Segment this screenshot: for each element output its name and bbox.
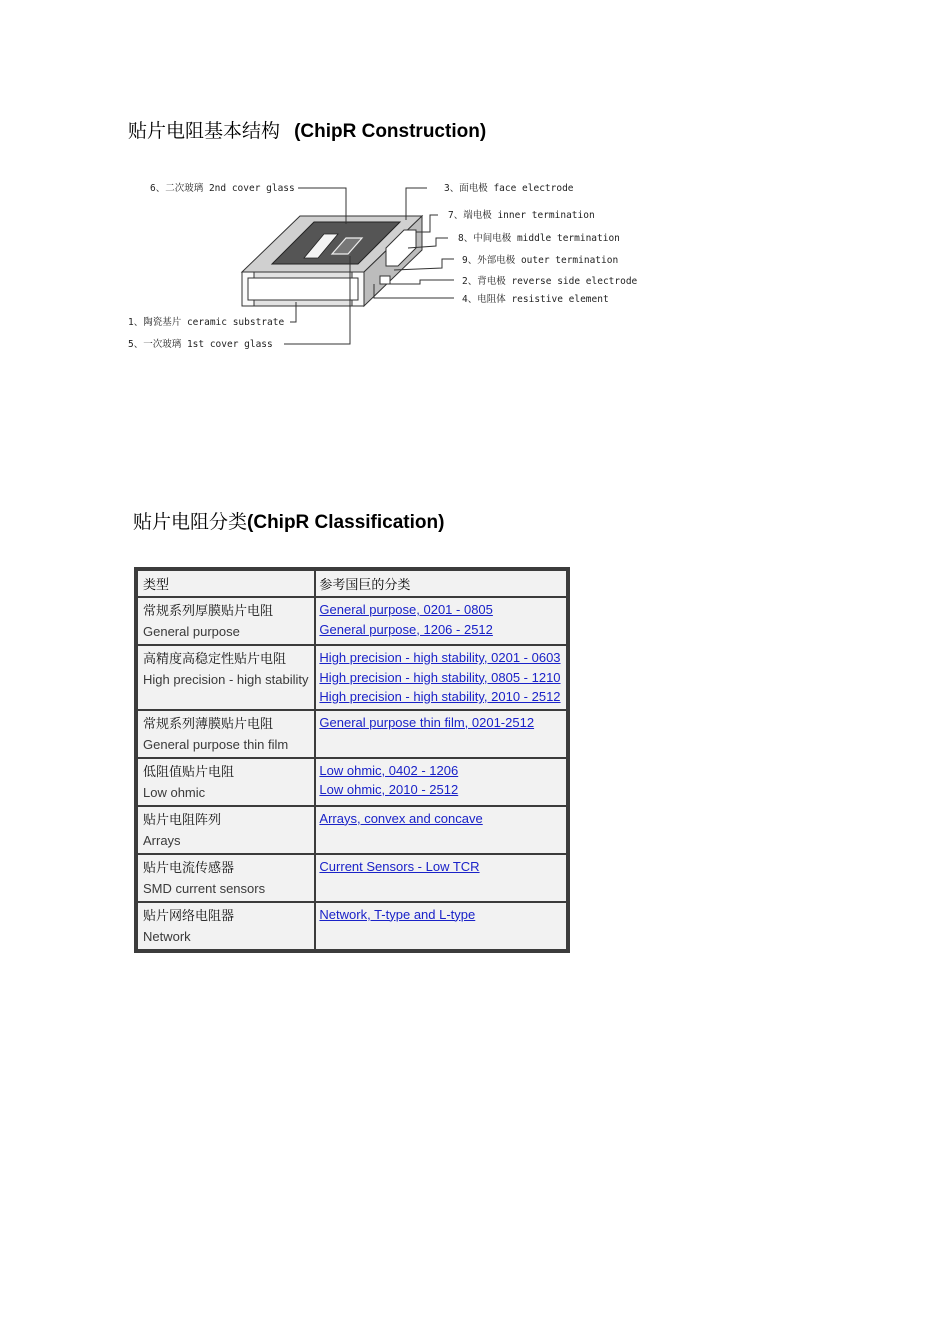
label-face-electrode: 3、面电极 face electrode	[444, 183, 574, 194]
table-row	[137, 710, 567, 758]
category-cell	[137, 597, 315, 645]
table-row	[137, 645, 567, 710]
category-cell	[137, 902, 315, 950]
reference-link[interactable]: High precision - high stability, 2010 - 2512	[319, 689, 561, 704]
classification-table	[136, 569, 568, 951]
category-name-cn: 贴片电阻阵列	[143, 811, 222, 827]
classification-heading-en: (ChipR Classification)	[247, 512, 445, 533]
label-ceramic-substrate: 1、陶瓷基片 ceramic substrate	[128, 317, 285, 328]
construction-heading-en: (ChipR Construction)	[294, 121, 487, 142]
reference-link[interactable]: Network, T-type and L-type	[319, 906, 476, 922]
table-row	[137, 597, 567, 645]
category-cell	[137, 710, 315, 758]
category-cell	[137, 806, 315, 854]
header-yageo-category: 参考国巨的分类	[315, 570, 567, 597]
table-row	[137, 758, 567, 806]
reference-link[interactable]: General purpose, 1206 - 2512	[319, 621, 493, 637]
chip-body	[242, 216, 422, 306]
category-name-en: General purpose thin film	[143, 736, 289, 752]
table-row	[137, 902, 567, 950]
reference-links-cell	[315, 710, 567, 758]
reference-link[interactable]: Arrays, convex and concave	[319, 810, 483, 826]
category-name-cn: 低阻值贴片电阻	[143, 763, 235, 779]
reference-links-cell	[315, 645, 567, 710]
label-reverse-side-electrode: 2、背电极 reverse side electrode	[462, 276, 638, 287]
category-name-cn: 高精度高稳定性贴片电阻	[143, 651, 287, 666]
reference-links-cell	[315, 854, 567, 902]
table-header-row	[137, 570, 567, 597]
reference-links-cell	[315, 806, 567, 854]
reference-links-cell	[315, 758, 567, 806]
category-name-cn: 常规系列厚膜贴片电阻	[143, 603, 274, 618]
reference-links-cell	[315, 902, 567, 950]
label-middle-termination: 8、中间电极 middle termination	[458, 233, 620, 244]
category-name-cn: 贴片电流传感器	[143, 859, 235, 875]
label-outer-termination: 9、外部电极 outer termination	[462, 255, 619, 266]
classification-heading-cn: 贴片电阻分类	[133, 511, 248, 533]
category-cell	[137, 645, 315, 710]
category-name-cn: 贴片网络电阻器	[143, 907, 235, 923]
reference-link[interactable]: Current Sensors - Low TCR	[319, 858, 480, 874]
reference-link[interactable]: General purpose, 0201 - 0805	[319, 602, 493, 617]
label-inner-termination: 7、端电极 inner termination	[448, 210, 595, 221]
label-2nd-cover-glass: 6、二次玻璃 2nd cover glass	[150, 183, 295, 194]
category-cell	[137, 854, 315, 902]
label-1st-cover-glass: 5、一次玻璃 1st cover glass	[128, 339, 273, 350]
table-row	[137, 854, 567, 902]
reference-link[interactable]: General purpose thin film, 0201-2512	[319, 714, 535, 730]
chip-resistor-construction-diagram	[124, 172, 644, 362]
reference-link[interactable]: Low ohmic, 2010 - 2512	[319, 782, 459, 797]
category-name-en: Low ohmic	[143, 784, 206, 800]
reference-link[interactable]: Low ohmic, 0402 - 1206	[319, 762, 459, 778]
construction-heading-cn: 贴片电阻基本结构	[128, 120, 281, 142]
category-name-cn: 常规系列薄膜贴片电阻	[143, 715, 274, 731]
category-name-en: SMD current sensors	[143, 880, 266, 896]
construction-heading	[128, 116, 486, 143]
category-cell	[137, 758, 315, 806]
reference-link[interactable]: High precision - high stability, 0201 - 0603	[319, 650, 561, 665]
header-type: 类型	[137, 570, 315, 597]
category-name-en: General purpose	[143, 624, 240, 639]
table-row	[137, 806, 567, 854]
category-name-en: Network	[143, 928, 191, 944]
reference-link[interactable]: High precision - high stability, 0805 - 1210	[319, 669, 561, 685]
reference-links-cell	[315, 597, 567, 645]
category-name-en: High precision - high stability	[143, 672, 309, 687]
category-name-en: Arrays	[143, 832, 181, 848]
label-resistive-element: 4、电阻体 resistive element	[462, 294, 609, 305]
classification-heading	[133, 507, 444, 534]
